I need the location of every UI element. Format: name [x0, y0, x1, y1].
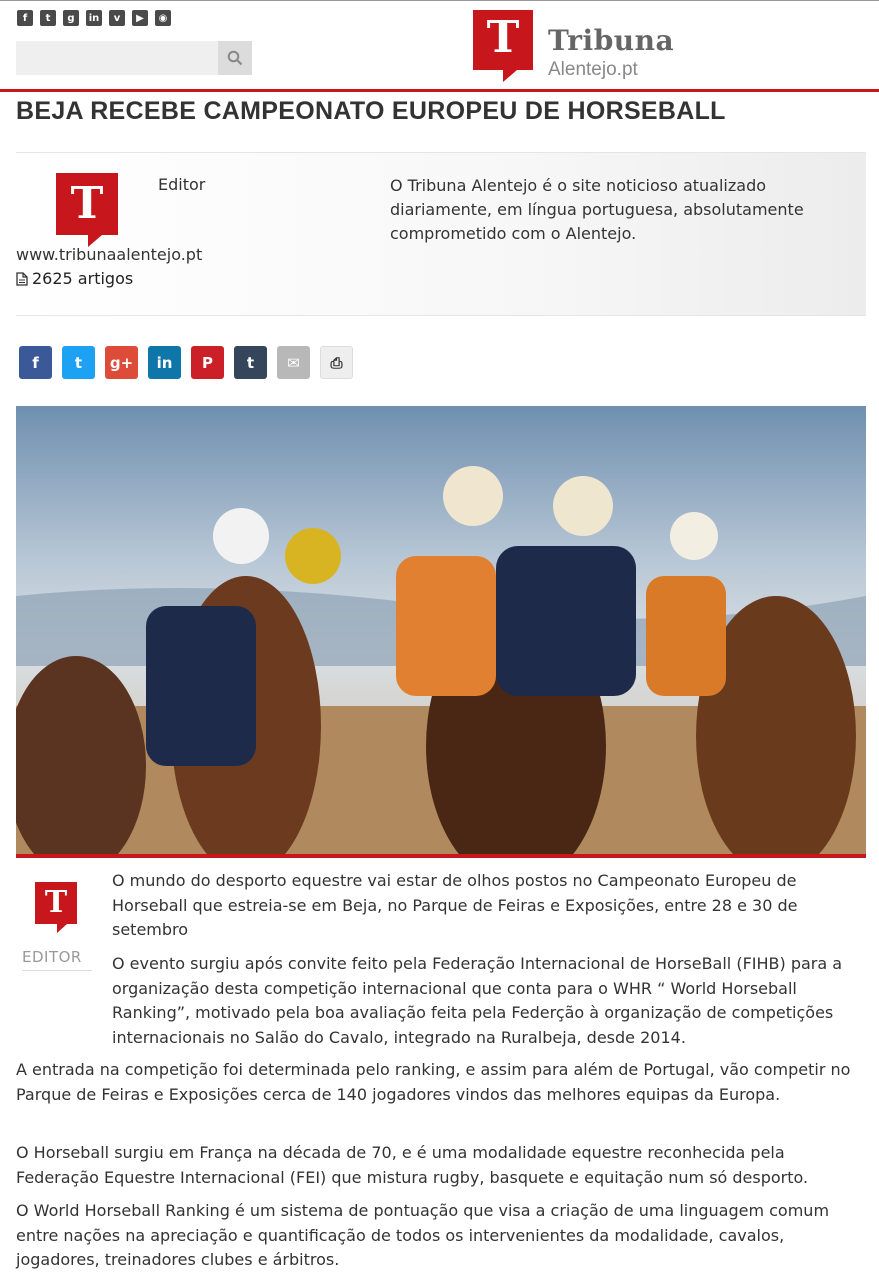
author-article-count[interactable] [16, 269, 133, 288]
twitter-icon[interactable]: t [40, 10, 56, 26]
site-header [0, 0, 879, 90]
search-form [16, 41, 252, 75]
youtube-icon[interactable]: ▶ [132, 10, 148, 26]
share-facebook-button[interactable]: f [19, 346, 52, 379]
document-icon [16, 272, 28, 286]
author-avatar[interactable] [56, 173, 118, 235]
article-paragraph: O Horseball surgiu em França na década de 70, e é uma modalidade equestre reconhecida pela Federação Equestre Internacional (FEI) que mistura rugby, basquete e equitação num só desporto. [16, 1143, 809, 1187]
share-twitter-button[interactable]: t [62, 346, 95, 379]
author-name[interactable]: Editor [158, 175, 206, 194]
logo-mark [473, 10, 533, 70]
share-tumblr-button[interactable]: t [234, 346, 267, 379]
author-avatar-letter: T [70, 178, 104, 229]
article-paragraph [112, 952, 852, 1050]
article-hero-image [16, 406, 866, 854]
header-divider [0, 89, 879, 92]
article-paragraph-text: O evento surgiu após convite feito pela Federação Internacional de HorseBall (FIHB) para a organização desta competição internacional que conta para o WHR “ World Horseball Ranking”, motivado pela boa avaliação feita pela Federção à organização de competições internacionais no Salão do Cavalo, integrado na Ruralbeja, desde 2014. [112, 954, 843, 1047]
share-buttons [19, 346, 353, 379]
share-google-plus-button[interactable]: g+ [105, 346, 138, 379]
hero-divider [16, 854, 866, 858]
share-pinterest-button[interactable]: P [191, 346, 224, 379]
search-button[interactable] [218, 41, 252, 75]
site-logo[interactable] [473, 10, 688, 80]
linkedin-icon[interactable]: in [86, 10, 102, 26]
facebook-icon[interactable]: f [17, 10, 33, 26]
share-linkedin-button[interactable]: in [148, 346, 181, 379]
article-paragraph: O mundo do desporto equestre vai estar de olhos postos no Campeonato Europeu de Horseball que estreia-se em Beja, no Parque de Feiras e Exposições, entre 28 e 30 de setembro [112, 871, 798, 939]
editor-label: EDITOR [22, 948, 92, 971]
article-title: BEJA RECEBE CAMPEONATO EUROPEU DE HORSEBALL [16, 97, 726, 125]
google-plus-icon[interactable]: g [63, 10, 79, 26]
header-social-links [17, 10, 171, 26]
logo-name: Tribuna [548, 24, 675, 57]
article-paragraph: A entrada na competição foi determinada pelo ranking, e assim para além de Portugal, vão competir no Parque de Feiras e Exposições cerca de 140 jogadores vindos das melhores equipas da Europa. [16, 1060, 851, 1104]
logo-letter: T [486, 12, 520, 63]
rss-icon[interactable]: ◉ [155, 10, 171, 26]
share-print-button[interactable]: ⎙ [320, 346, 353, 379]
logo-subtitle: Alentejo.pt [548, 59, 638, 80]
vimeo-icon[interactable]: v [109, 10, 125, 26]
editor-logo [35, 882, 77, 924]
horseball-photo [16, 406, 866, 854]
article-paragraph: O World Horseball Ranking é um sistema de pontuação que visa a criação de uma linguagem comum entre nações na apreciação e quantificação de todos os intervenientes da modalidade, cavalos, jogadores, treinadores clubes e árbitros. [16, 1201, 830, 1269]
editor-logo-letter: T [44, 885, 68, 920]
author-bio: O Tribuna Alentejo é o site noticioso atualizado diariamente, em língua portuguesa, absolutamente comprometido com o Alentejo. [390, 176, 804, 243]
share-email-button[interactable]: ✉ [277, 346, 310, 379]
search-input[interactable] [16, 41, 218, 75]
author-article-count-text: 2625 artigos [32, 269, 134, 288]
search-icon [227, 50, 243, 66]
author-website[interactable]: www.tribunaalentejo.pt [16, 245, 203, 264]
author-box [16, 152, 866, 316]
